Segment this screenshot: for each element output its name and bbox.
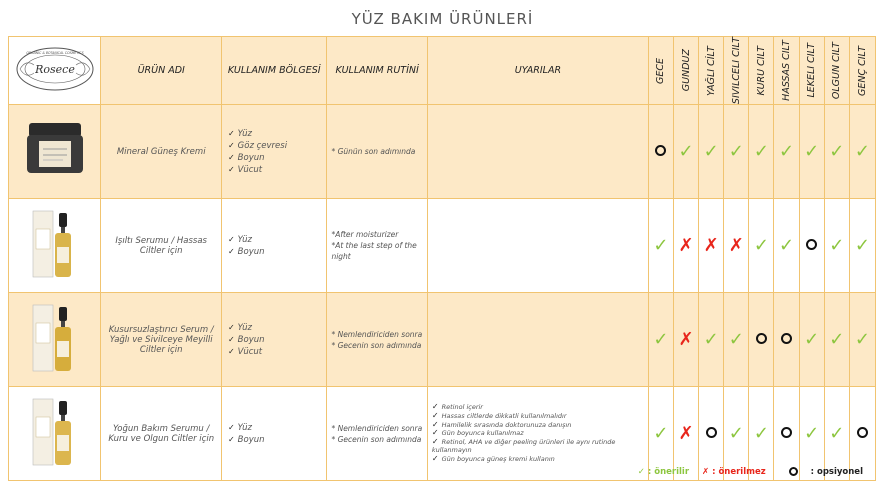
check-icon: ✓ [653,235,669,257]
brand-logo [9,37,101,105]
warning-item: ✓ Hassas ciltlerde dikkatli kullanılmalıdır [431,411,567,421]
product-routine: *After moisturizer *At the last step of the night [327,199,427,293]
check-icon: ✓ [829,141,845,163]
product-routine: * Nemlendiriciden sonra * Gecenin son adımında [327,293,427,387]
mark-acne [724,293,749,387]
optional-icon [781,333,792,344]
optional-icon [655,145,666,156]
header-skin-day: GÜNDÜZ [674,37,699,105]
header-skin-dry: KURU CİLT [749,37,774,105]
mark-oily [699,105,724,199]
optional-icon [781,427,792,438]
header-skin-spotted: LEKELİ CİLT [799,37,824,105]
header-name: ÜRÜN ADI [101,37,222,105]
legend [628,467,863,477]
product-name: Yoğun Bakım Serumu / Kuru ve Olgun Ciltler için [101,387,222,481]
product-image-serum [9,387,101,481]
check-icon: ✓ [778,235,795,257]
product-warnings [427,199,648,293]
check-icon: ✓ [804,141,820,163]
header-skin-young: GENÇ CİLT [849,37,875,105]
product-areas [221,199,326,293]
area-item: ✓ Boyun [227,434,265,445]
product-table [8,36,876,481]
header-skin-mature: OLGUN CİLT [824,37,849,105]
mark-spotted [799,199,824,293]
area-item: ✓ Boyun [227,246,265,257]
check-icon: ✓ [753,423,769,445]
header-row [9,37,876,105]
mark-mature [824,105,849,199]
check-icon: ✓ [653,329,669,351]
product-image-jar [9,105,101,199]
mark-night [648,293,673,387]
header-skin-oily: YAĞLI CİLT [699,37,724,105]
mark-young [849,199,875,293]
check-icon: ✓ [829,423,845,445]
mark-day [674,105,699,199]
table-row [9,293,876,387]
cross-icon: ✗ [703,235,719,257]
mark-day [674,293,699,387]
header-skin-night: GECE [648,37,673,105]
cross-icon: ✗ [678,329,694,351]
check-icon: ✓ [829,235,845,257]
optional-icon [857,427,868,438]
check-icon: ✓ [804,329,820,351]
mark-dry [749,293,774,387]
mark-day [674,199,699,293]
area-item: ✓ Vücut [227,346,263,357]
product-warnings [427,293,648,387]
mark-mature [824,293,849,387]
legend-not-recommended: ✗ : önerilmez [702,467,766,477]
check-icon: ✓ [753,141,769,163]
mark-sensitive [774,105,799,199]
header-skin-sensitive: HASSAS CİLT [774,37,799,105]
header-warnings: UYARILAR [427,37,648,105]
check-icon: ✓ [753,235,769,257]
check-icon: ✓ [728,141,744,163]
product-warnings [427,387,648,481]
check-icon: ✓ [703,329,719,351]
optional-icon [756,333,767,344]
svg-text:ORGANIC & BOTANICAL COSMETICS: ORGANIC & BOTANICAL COSMETICS [26,51,84,56]
product-name: Mineral Güneş Kremi [101,105,222,199]
product-routine: * Nemlendiriciden sonra * Gecenin son adımında [327,387,427,481]
legend-optional: : opsiyonel [779,467,863,477]
cross-icon: ✗ [728,235,744,257]
warning-item: ✓ Gün boyunca güneş kremi kullanın [431,454,555,464]
mark-oily [699,293,724,387]
product-image-serum [9,199,101,293]
product-name: Işıltı Serumu / Hassas Ciltler için [101,199,222,293]
product-warnings [427,105,648,199]
warning-item: ✓ Retinol, AHA ve diğer peeling ürünleri ile aynı rutinde kullanmayın [431,436,616,455]
mark-sensitive [774,293,799,387]
optional-icon [706,427,717,438]
mark-acne [724,105,749,199]
area-item: ✓ Yüz [227,322,252,333]
product-areas [221,105,326,199]
mark-mature [824,199,849,293]
table-row [9,199,876,293]
check-icon: ✓ [804,423,820,445]
check-icon: ✓ [703,141,719,163]
mark-dry [749,199,774,293]
check-icon: ✓ [854,141,870,163]
cross-icon: ✗ [678,423,694,445]
mark-night [648,105,673,199]
warning-item: ✓ Hamilelik sırasında doktorunuza danışın [431,419,572,429]
area-item: ✓ Vücut [227,164,263,175]
mark-dry [749,105,774,199]
legend-recommended: ✓ : önerilir [637,467,690,477]
check-icon: ✓ [678,141,694,163]
mark-night [648,199,673,293]
mark-young [849,293,875,387]
area-item: ✓ Boyun [227,334,265,345]
area-item: ✓ Boyun [227,152,265,163]
product-image-serum [9,293,101,387]
cross-icon: ✗ [678,235,694,257]
check-icon: ✓ [854,235,870,257]
area-item: ✓ Yüz [227,422,252,433]
mark-sensitive [774,199,799,293]
page-title: YÜZ BAKIM ÜRÜNLERİ [351,10,534,28]
product-areas [221,293,326,387]
check-icon: ✓ [653,423,669,445]
header-routine: KULLANIM RUTİNİ [327,37,427,105]
check-icon: ✓ [728,423,744,445]
mark-oily [699,199,724,293]
area-item: ✓ Yüz [227,234,252,245]
product-name: Kusursuzlaştırıcı Serum / Yağlı ve Sivilceye Meyilli Ciltler için [101,293,222,387]
product-areas [221,387,326,481]
check-icon: ✓ [829,329,845,351]
check-icon: ✓ [854,329,870,351]
table-row [9,105,876,199]
mark-young [849,105,875,199]
mark-acne [724,199,749,293]
mark-spotted [799,293,824,387]
area-item: ✓ Göz çevresi [227,140,288,151]
optional-icon [789,467,798,476]
optional-icon [806,239,817,250]
area-item: ✓ Yüz [227,128,252,139]
check-icon: ✓ [728,329,744,351]
warning-item: ✓ Gün boyunca kullanılmaz [431,428,524,438]
warning-item: ✓ Retinol içerir [431,402,483,412]
check-icon: ✓ [778,141,795,163]
mark-spotted [799,105,824,199]
product-routine: * Günün son adımında [327,105,427,199]
header-area: KULLANIM BÖLGESİ [221,37,326,105]
header-skin-acne: SİVİLCELİ CİLT [724,37,749,105]
svg-text:Rosece: Rosece [34,63,75,77]
